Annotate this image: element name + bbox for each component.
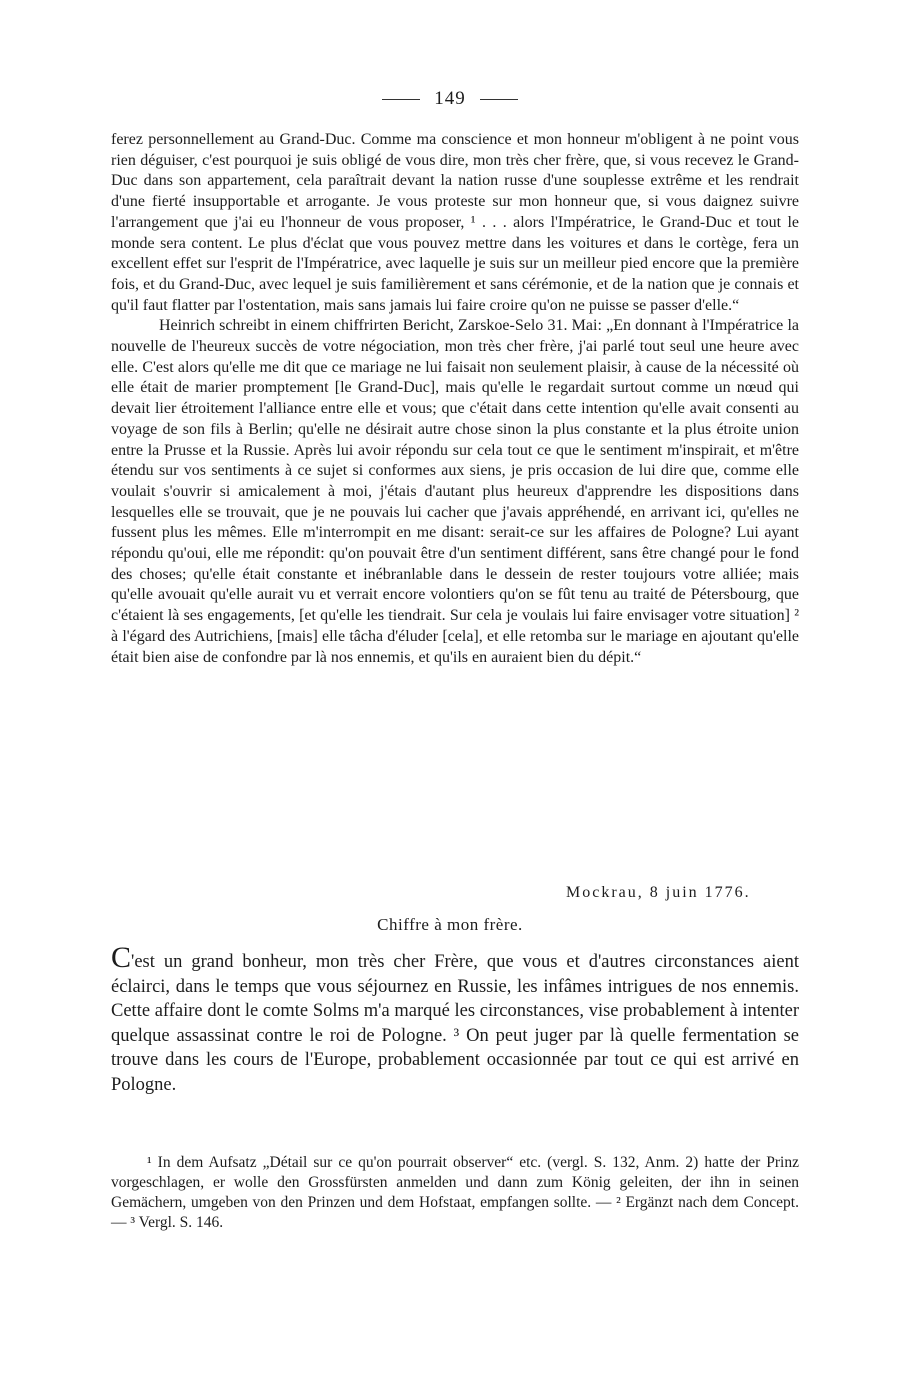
footnote-text: ¹ In dem Aufsatz „Détail sur ce qu'on pourrait observer“ etc. (vergl. S. 132, Anm. 2) hatte der Prinz vorgeschlagen, er wolle den Grossfürsten anmelden und dann zum König geleiten, der ihn in seinen Gemächern, umgeben von den Prinzen und dem Hofstaat, empfangen sollte. — ² Ergänzt nach dem Concept. — ³ Vergl. S. 146. xyxy=(111,1154,799,1231)
letter-paragraph xyxy=(111,941,799,1097)
header-dash-right xyxy=(480,99,518,100)
page-header xyxy=(0,88,900,110)
paragraph-heinrich-report: Heinrich schreibt in einem chiffrirten Bericht, Zarskoe-Selo 31. Mai: „En donnant à l'Impératrice la nouvelle de l'heureux succès de votre négociation, mon très cher frère, j'ai parlé tout seul une heure avec elle. C'est alors qu'elle me dit que ce mariage ne lui faisait non seulement plaisir, à cause de la nécessité où elle était de marier promptement [le Grand-Duc], mais qu'elle le regardait surtout comme un nœud qui devait lier étroitement l'alliance entre elle et vous; que c'était dans cette intention qu'elle avait consenti au voyage de son fils à Berlin; qu'elle ne désirait autre chose sinon la plus constante et la plus étroite union entre la Prusse et la Russie. Après lui avoir répondu sur cela tout ce que le sentiment m'inspirait, et m'être étendu sur vos sentiments à ce sujet si conformes aux siens, je pris occasion de lui dire que, comme elle voulait s'ouvrir si amicalement à moi, j'étais d'autant plus heureux d'apprendre les dispositions dans lesquelles elle se trouvait, que je ne pouvais lui cacher que j'avais appréhendé, en arrivant ici, qu'elles ne fussent plus les mêmes. Elle m'interrompit en me disant: serait-ce sur les affaires de Pologne? Lui ayant répondu qu'oui, elle me répondit: qu'on pouvait être d'un sentiment différent, sans être changé pour le fond des choses; qu'elle était constante et inébranlable dans le dessein de rester toujours votre alliée; mais qu'elle avouait qu'elle aurait vu et verrait encore volontiers qu'on se fût tenu au traité de Pétersbourg, que c'étaient là ses engagements, [et qu'elle les tiendrait. Sur cela je voulais lui faire envisager votre situation] ² à l'égard des Autrichiens, [mais] elle tâcha d'éluder [cela], et elle retomba sur le mariage en ajoutant qu'elle était bien aise de confondre par là nos ennemis, et qu'ils en auraient bien du dépit.“ xyxy=(111,317,799,666)
dateline: Mockrau, 8 juin 1776. xyxy=(566,884,751,901)
page-number: 149 xyxy=(434,88,466,109)
footnotes xyxy=(111,1153,799,1233)
drop-cap: C xyxy=(111,941,132,974)
paragraph-letter-continuation: ferez personnellement au Grand-Duc. Comme ma conscience et mon honneur m'obligent à ne point vous rien déguiser, c'est pourquoi je suis obligé de vous dire, mon très cher frère, que, si vous recevez le Grand-Duc dans son appartement, cela paraîtrait devant la nation russe d'une souplesse extrême et les rendrait d'une fierté insupportable et arrogante. Je vous proteste sur mon honneur que, si vous daignez suivre l'arrangement que j'ai eu l'honneur de vous proposer, ¹ . . . alors l'Impératrice, le Grand-Duc et tout le monde sera content. Le plus d'éclat que vous pouvez mettre dans les voitures et dans le cortège, fera un excellent effet sur l'esprit de l'Impératrice, avec laquelle je suis sur un meilleur pied encore que la première fois, et du Grand-Duc, avec lequel je suis familièrement et sans cérémonie, et de la nation que je connais et qu'il faut flatter par l'ostentation, mais sans jamais lui faire croire qu'on ne puisse se passer d'elle.“ xyxy=(111,131,799,314)
letter-body: 'est un grand bonheur, mon très cher Frère, que vous et d'autres circonstances aient éclairci, dans le temps que vous séjournez en Russie, les infâmes intrigues de nos ennemis. Cette affaire dont le comte Solms m'a marqué les circonstances, vise probablement à intenter quelque assassinat contre le roi de Pologne. ³ On peut juger par là quelle fermentation se trouve dans les cours de l'Europe, probablement occasionnée par tout ce qui est arrivé en Pologne. xyxy=(111,952,799,1095)
main-text xyxy=(111,130,799,668)
header-dash-left xyxy=(382,99,420,100)
letter-text xyxy=(111,941,799,1097)
section-title: Chiffre à mon frère. xyxy=(377,915,523,934)
